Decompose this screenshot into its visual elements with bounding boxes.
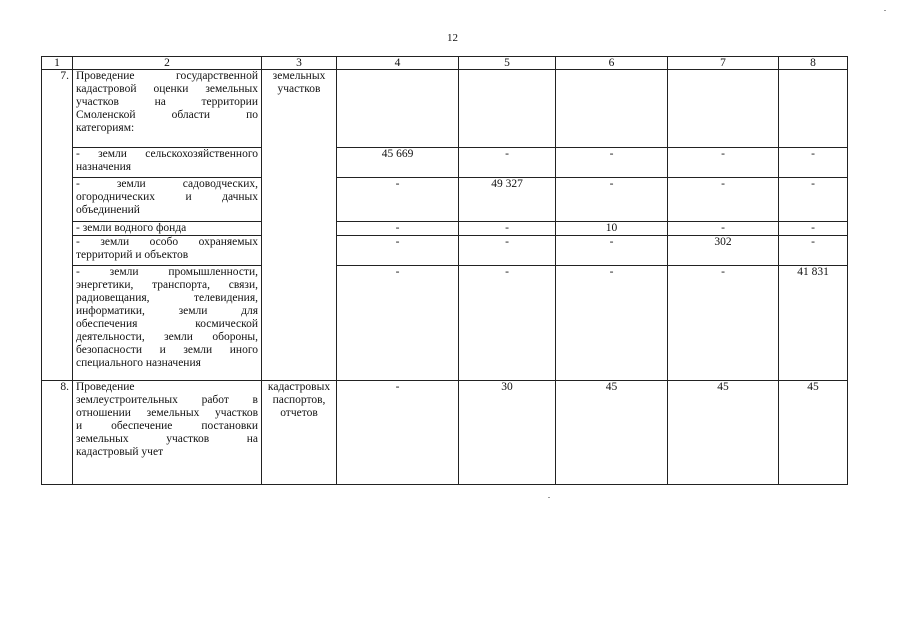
header-cell-5: 5 <box>459 57 556 70</box>
row-8-number: 8. <box>42 381 73 485</box>
text-line: Смоленской области по <box>76 109 258 121</box>
value-cell: - <box>668 266 779 381</box>
value-cell: - <box>337 178 459 222</box>
text-line: - земли промышленности, <box>76 266 258 278</box>
value-cell: - <box>556 266 668 381</box>
value-cell: 45 <box>668 381 779 485</box>
value-cell: - <box>556 148 668 178</box>
text-line: назначения <box>76 161 132 173</box>
empty-cell <box>556 70 668 148</box>
text-line: участков на территории <box>76 96 258 108</box>
category-label <box>73 236 262 266</box>
value-cell: - <box>779 222 848 236</box>
row-7-title <box>73 70 262 148</box>
value-cell: 302 <box>668 236 779 266</box>
value-cell: 45 <box>779 381 848 485</box>
header-cell-2: 2 <box>73 57 262 70</box>
value-cell: - <box>668 222 779 236</box>
table-row <box>42 148 848 178</box>
value-cell: 30 <box>459 381 556 485</box>
empty-cell <box>668 70 779 148</box>
text-line: земельных <box>272 70 326 82</box>
value-cell: - <box>556 236 668 266</box>
category-label <box>73 148 262 178</box>
text-line: радиовещания, телевидения, <box>76 292 258 304</box>
page-number: 12 <box>447 32 458 44</box>
text-line: земельных участков на <box>76 433 258 445</box>
text-line: объединений <box>76 204 140 216</box>
value-cell: - <box>459 148 556 178</box>
text-line: землеустроительных работ в <box>76 394 258 406</box>
text-line: безопасности и земли иного <box>76 344 258 356</box>
text-line: обеспечения космической <box>76 318 258 330</box>
table-row-8 <box>42 381 848 485</box>
text-line: кадастровых <box>267 381 331 393</box>
empty-cell <box>459 70 556 148</box>
empty-cell <box>779 70 848 148</box>
value-cell: - <box>337 266 459 381</box>
text-line: участков <box>277 83 321 95</box>
table-row <box>42 178 848 222</box>
table-row <box>42 266 848 381</box>
text-line: паспортов, <box>272 394 326 406</box>
header-cell-1: 1 <box>42 57 73 70</box>
value-cell: - <box>779 236 848 266</box>
text-line: кадастровый учет <box>76 446 164 458</box>
text-line: - земли водного фонда <box>76 222 187 234</box>
text-line: и обеспечение постановки <box>76 420 258 432</box>
value-cell: - <box>459 222 556 236</box>
value-cell: - <box>337 381 459 485</box>
text-line: специального назначения <box>76 357 201 369</box>
row-8-title <box>73 381 262 485</box>
row-7-number: 7. <box>42 70 73 381</box>
text-line: деятельности, земли обороны, <box>76 331 258 343</box>
value-cell: 49 327 <box>459 178 556 222</box>
value-cell: - <box>459 266 556 381</box>
value-cell: 10 <box>556 222 668 236</box>
row-7-unit <box>262 70 337 381</box>
text-line: - земли сельскохозяйственного <box>76 148 258 160</box>
value-cell: - <box>556 178 668 222</box>
header-cell-6: 6 <box>556 57 668 70</box>
row-8-unit <box>262 381 337 485</box>
value-cell: - <box>337 236 459 266</box>
header-cell-4: 4 <box>337 57 459 70</box>
text-line: территорий и объектов <box>76 249 189 261</box>
text-line: отчетов <box>280 407 318 419</box>
text-line: информатики, земли для <box>76 305 258 317</box>
value-cell: - <box>779 148 848 178</box>
value-cell: - <box>459 236 556 266</box>
table-row <box>42 236 848 266</box>
text-line: - земли особо охраняемых <box>76 236 258 248</box>
table-row <box>42 222 848 236</box>
data-table <box>41 56 848 485</box>
scan-speck <box>548 497 550 498</box>
text-line: отношении земельных участков <box>76 407 258 419</box>
value-cell: 45 669 <box>337 148 459 178</box>
text-line: огороднических и дачных <box>76 191 258 203</box>
value-cell: - <box>337 222 459 236</box>
value-cell: - <box>668 178 779 222</box>
text-line: Проведение <box>76 381 135 393</box>
header-cell-3: 3 <box>262 57 337 70</box>
value-cell: - <box>779 178 848 222</box>
empty-cell <box>337 70 459 148</box>
header-cell-8: 8 <box>779 57 848 70</box>
header-row <box>42 57 848 70</box>
value-cell: 41 831 <box>779 266 848 381</box>
text-line: кадастровой оценки земельных <box>76 83 258 95</box>
value-cell: 45 <box>556 381 668 485</box>
table-row-7 <box>42 70 848 148</box>
text-line: энергетики, транспорта, связи, <box>76 279 258 291</box>
header-cell-7: 7 <box>668 57 779 70</box>
text-line: - земли садоводческих, <box>76 178 258 190</box>
text-line: категориям: <box>76 122 135 134</box>
category-label <box>73 222 262 236</box>
value-cell: - <box>668 148 779 178</box>
category-label <box>73 178 262 222</box>
text-line: Проведение государственной <box>76 70 258 82</box>
category-label <box>73 266 262 381</box>
scan-speck <box>884 10 886 11</box>
